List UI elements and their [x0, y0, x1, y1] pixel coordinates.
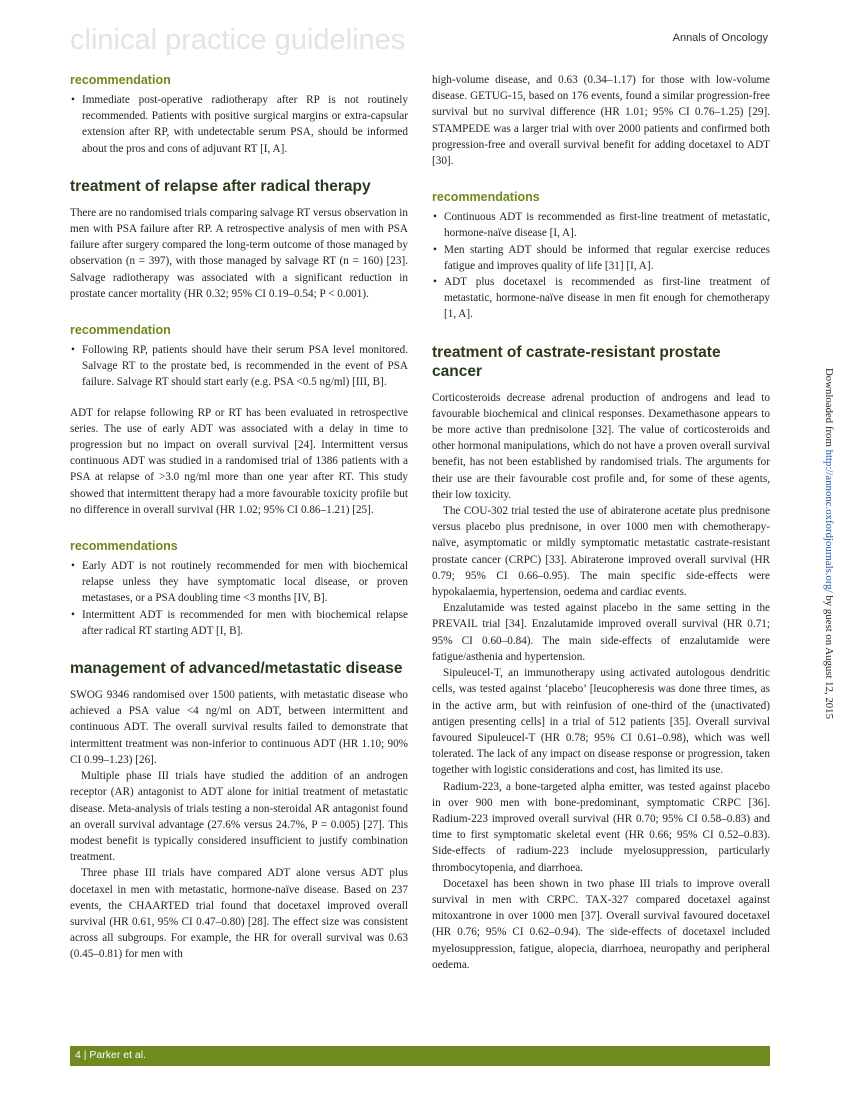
journal-name: Annals of Oncology	[672, 32, 768, 44]
body-paragraph: Enzalutamide was tested against placebo in the same setting in the PREVAIL trial [34]. Enzalutamide improved overall survival (HR 0.71; 95% CI 0.60–0.84). The main side-effects of enzalutamide were fatigue/asthenia and hypertension.	[432, 602, 770, 663]
recommendation-list	[70, 558, 408, 639]
download-note	[825, 368, 845, 758]
body-paragraph: There are no randomised trials comparing salvage RT versus observation in men with PSA failure after RP. A retrospective analysis of men with PSA failure after surgery compared the long-term outcome of those managed by observation (n = 397), with those managed by salvage RT (n = 160) [23]. Salvage radiotherapy was associated with a significant reduction in prostate cancer mortality (HR 0.32; 95% CI 0.19–0.54; P < 0.001).	[70, 206, 408, 300]
body-paragraph: Docetaxel has been shown in two phase III trials to improve overall survival in men with CRPC. TAX-327 compared docetaxel against mitoxantrone in over 1000 men [37]. Overall survival favoured docetaxel (HR 0.76; 95% CI 0.62–0.94). The side-effects of docetaxel included myelosuppression, fatigue, alopecia, diarrhoea, neuropathy and peripheral oedema.	[432, 877, 770, 971]
section-heading: management of advanced/metastatic disease	[70, 660, 403, 678]
recommendation-heading: recommendation	[70, 73, 171, 87]
recommendation-item: • Men starting ADT should be informed that regular exercise reduces fatigue and improves quality of life [31] [I, A].	[432, 242, 770, 274]
footer-text: 4 | Parker et al.	[75, 1049, 147, 1061]
right-column	[432, 72, 770, 973]
body-paragraph: ADT for relapse following RP or RT has been evaluated in retrospective series. The use of early ADT was associated with a delay in time to progression but no impact on overall survival [24]. Intermittent versus continuous ADT was studied in a randomised trial of 1386 patients with a PSA at relapse of >3.0 ng/ml more than one year after RT. This study showed that intermittent therapy had a more favourable toxicity profile but no difference in overall survival (HR 1.02; 95% CI 0.86–1.21) [25].	[70, 406, 408, 516]
recommendation-list	[70, 342, 408, 391]
body-paragraph: high-volume disease, and 0.63 (0.34–1.17) for those with low-volume disease. GETUG-15, based on 176 events, found a similar progression-free survival but no survival difference (HR 1.01; 95% CI 0.76–1.25) [29]. STAMPEDE was a larger trial with over 2000 patients and confirmed both progression-free and overall survival benefit for adding docetaxel to ADT [30].	[432, 74, 770, 168]
recommendation-item: • Following RP, patients should have their serum PSA level monitored. Salvage RT to the prostate bed, is recommended in the event of PSA failure. Salvage RT should start early (e.g. PSA <0.5 ng/ml) [III, B].	[70, 342, 408, 391]
left-column	[70, 72, 408, 963]
recommendation-list	[70, 92, 408, 157]
body-paragraph: The COU-302 trial tested the use of abiraterone acetate plus prednisone versus placebo plus prednisone, in over 1000 men with chemotherapy-naïve, asymptomatic or mildly symptomatic metastatic castrate-resistant prostate cancer (CRPC) [33]. Abiraterone improved overall survival (HR 0.79; 95% CI 0.66–0.95). The main specific side-effects were hypokalaemia, hypertension, oedema and cardiac events.	[432, 505, 770, 599]
body-paragraph: Radium-223, a bone-targeted alpha emitter, was tested against placebo in over 900 men with bone-predominant, symptomatic CRPC [36]. Radium-223 improved overall survival (HR 0.70; 95% CI 0.58–0.83) and time to first symptomatic skeletal event (HR 0.66; 95% CI 0.52–0.83). Side-effects of radium-223 include myelosuppression, particularly thrombocytopenia, and diarrhoea.	[432, 780, 770, 874]
download-note-link[interactable]: http://annonc.oxfordjournals.org/	[823, 449, 835, 593]
recommendation-item: • Continuous ADT is recommended as first-line treatment of metastatic, hormone-naïve disease [I, A].	[432, 209, 770, 241]
recommendation-heading: recommendation	[70, 323, 171, 338]
section-heading: treatment of castrate-resistant prostate cancer	[432, 343, 721, 380]
body-paragraph: Multiple phase III trials have studied the addition of an androgen receptor (AR) antagonist to ADT alone for initial treatment of metastatic disease. Meta-analysis of trials testing a non-steroidal AR antagonist found an overall survival advantage (27.6% versus 24.7%, P = 0.005) [27]. This modest benefit is typically considered insufficient to justify combination treatment.	[70, 770, 408, 864]
recommendation-item: • Early ADT is not routinely recommended for men with biochemical relapse unless they have symptomatic local disease, or proven metastases, or a PSA doubling time <3 months [IV, B].	[70, 558, 408, 607]
body-paragraph: Three phase III trials have compared ADT alone versus ADT plus docetaxel in men with metastatic, hormone-naïve disease. Based on 237 events, the CHAARTED trial found that docetaxel improved overall survival (HR 0.61, 95% CI 0.47–0.80) [28]. The effect size was consistent across all subgroups. For example, the HR for overall survival was 0.63 (0.45–0.81) for men with	[70, 867, 408, 961]
download-note-suffix: by guest on August 12, 2015	[823, 595, 835, 719]
recommendation-heading: recommendations	[70, 539, 178, 554]
footer-bar	[70, 1046, 770, 1066]
section-heading: treatment of relapse after radical therapy	[70, 177, 371, 195]
body-paragraph: SWOG 9346 randomised over 1500 patients, with metastatic disease who achieved a PSA value <4 ng/ml on ADT, between intermittent and continuous ADT. The overall survival results failed to demonstrate that intermittent treatment was non-inferior to continuous ADT (HR 1.10; 90% CI 0.99–1.23) [26].	[70, 689, 408, 766]
recommendation-heading: recommendations	[432, 190, 540, 205]
page-header	[70, 22, 770, 58]
recommendation-item: • Immediate post-operative radiotherapy after RP is not routinely recommended. Patients with positive surgical margins or extra-capsular extension after RP, with undetectable serum PSA, should be informed about the pros and cons of adjuvant RT [I, A].	[70, 92, 408, 157]
body-paragraph: Corticosteroids decrease adrenal production of androgens and lead to favourable biochemical and clinical responses. Dexamethasone appears to be more active than prednisolone [32]. The value of corticosteroids and other hormonal manipulations, which do not have a proven overall survival benefit, has not been established by randomised trials. The arguments for their use are their favourable cost profile and, for some of these agents, their low toxicity.	[432, 391, 770, 501]
running-title: clinical practice guidelines	[70, 24, 406, 56]
recommendation-item: • Intermittent ADT is recommended for men with biochemical relapse after radical RT starting ADT [I, B].	[70, 607, 408, 639]
recommendation-list	[432, 209, 770, 322]
recommendation-item: • ADT plus docetaxel is recommended as first-line treatment of metastatic, hormone-naïve disease in men fit enough for chemotherapy [1, A].	[432, 274, 770, 323]
body-paragraph: Sipuleucel-T, an immunotherapy using activated autologous dendritic cells, was tested against ‘placebo’ [leucopheresis was done three times, as in the active arm, but with reinfusion of one-third of the (unactivated) antigen presenting cells] in a trial of 512 patients [35]. Overall survival favoured Sipuleucel-T (HR 0.78; 95% CI 0.61–0.98), which was well tolerated. The lack of any impact on disease response or progression, taken together with logistic considerations and cost, has limited its use.	[432, 667, 770, 777]
download-note-prefix: Downloaded from	[823, 368, 835, 447]
